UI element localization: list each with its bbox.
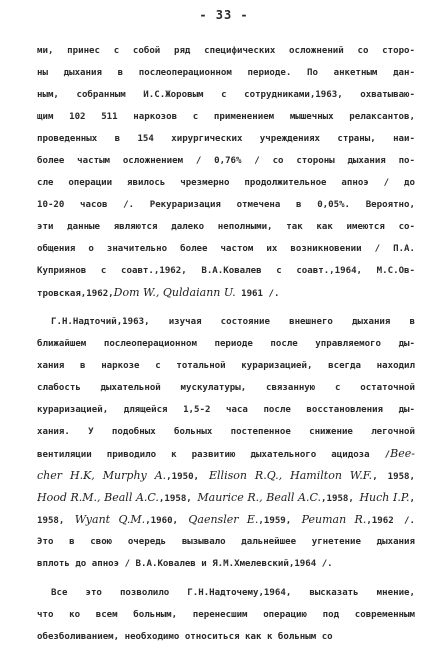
text-line (37, 150, 415, 172)
typed-text: ,1962 /. (366, 516, 415, 526)
typed-text: кураризацией, длящейся 1,5-2 часа после восстановления ды- (37, 405, 415, 415)
handwritten-citation: Huch I.P. (359, 491, 410, 504)
text-line (37, 487, 415, 509)
typed-text: , 1958, (372, 472, 415, 482)
text-line (37, 531, 415, 553)
typed-text: ,1960, (145, 516, 189, 526)
typed-text: тровская,1962, (37, 289, 114, 299)
typed-text: Куприянов с соавт.,1962, В.А.Ковалев с соавт.,1964, М.С.Ов- (37, 266, 415, 276)
text-line (37, 355, 415, 377)
typed-text: проведенных в 154 хирургических учреждениях страны, наи- (37, 134, 415, 144)
typed-text: более частым осложнением / 0,76% / со стороны дыхания по- (37, 156, 415, 166)
typed-text: Г.Н.Надточий,1963, изучая состояние внешнего дыхания в (51, 317, 415, 327)
typed-text: , (409, 494, 415, 504)
typed-text: ближайшем послеоперационном периоде после управляемого ды- (37, 339, 415, 349)
text-line (37, 216, 415, 238)
typed-text: ми, принес с собой ряд специфических осложнений со сторо- (37, 46, 415, 56)
typed-text: вплоть до апноэ / В.А.Ковалев и Я.М.Хмелевский,1964 /. (37, 559, 333, 569)
typed-text: обезболиванием, необходимо относиться как к больным со (37, 632, 333, 642)
text-line (37, 84, 415, 106)
typed-text: Это в свою очередь вызывало дальнейшее угнетение дыхания (37, 537, 415, 547)
text-line (37, 172, 415, 194)
body-text (37, 40, 415, 648)
handwritten-citation: Maurice R., Beall A.C. (197, 491, 322, 504)
typed-text: общения о значительно более частом их возникновении / П.А. (37, 244, 415, 254)
typed-text: ны дыхания в послеоперационном периоде. По анкетным дан- (37, 68, 415, 78)
handwritten-citation: Ellison R.Q., Hamilton W.F. (209, 469, 373, 482)
typed-text: что ко всем больным, перенесшим операцию под современным (37, 610, 415, 620)
text-line (37, 509, 415, 531)
text-line (37, 333, 415, 355)
typed-text: 10-20 часов /. Рекураризация отмечена в 0,05%. Вероятно, (37, 200, 415, 210)
handwritten-citation: Peuman R. (301, 513, 367, 526)
handwritten-citation: Dom W., Quldaiann U. (113, 286, 236, 299)
handwritten-citation: Bee- (390, 447, 415, 460)
text-line (37, 128, 415, 150)
text-line (37, 443, 415, 465)
typed-text: Все это позволило Г.Н.Надточему,1964, высказать мнение, (51, 588, 415, 598)
typed-text: эти данные являются далеко неполными, так как имеются со- (37, 222, 415, 232)
handwritten-citation: cher H.K, Murphy A. (37, 469, 167, 482)
typed-text: сле операции явилось чрезмерно продолжительное апноэ / до (37, 178, 415, 188)
text-line (37, 399, 415, 421)
text-line (37, 106, 415, 128)
text-line (37, 311, 415, 333)
typed-text: слабость дыхательной мускулатуры, связанную с остаточной (37, 383, 415, 393)
text-line (37, 62, 415, 84)
text-line (37, 553, 415, 575)
typed-text: ,1958, (158, 494, 198, 504)
typed-text: 1961 /. (235, 289, 280, 299)
handwritten-citation: Qaensler E. (188, 513, 259, 526)
text-line (37, 194, 415, 216)
text-line (37, 421, 415, 443)
page-number: - 33 - (199, 8, 249, 22)
text-line (37, 626, 415, 648)
typed-text: щим 102 511 наркозов с применением мышечных релаксантов, (37, 112, 415, 122)
handwritten-citation: Wyant Q.M. (74, 513, 146, 526)
text-line (37, 282, 415, 304)
typed-text: вентиляции приводило к развитию дыхательного ацидоза / (37, 450, 391, 460)
typed-text: ,1950, (166, 472, 209, 482)
text-line (37, 465, 415, 487)
typed-text: ным, собранным И.С.Жоровым с сотрудниками,1963, охватываю- (37, 90, 415, 100)
text-line (37, 40, 415, 62)
text-line (37, 377, 415, 399)
text-line (37, 238, 415, 260)
typed-text: ,1959, (258, 516, 302, 526)
text-line (37, 260, 415, 282)
typed-text: ,1958, (321, 494, 360, 504)
typed-text: 1958, (37, 516, 75, 526)
typed-text: хания. У подобных больных постепенное снижение легочной (37, 427, 415, 437)
text-line (37, 582, 415, 604)
typed-text: хания в наркозе с тотальной кураризацией, всегда находил (37, 361, 415, 371)
text-line (37, 604, 415, 626)
handwritten-citation: Hood R.M., Beall A.C. (37, 491, 159, 504)
